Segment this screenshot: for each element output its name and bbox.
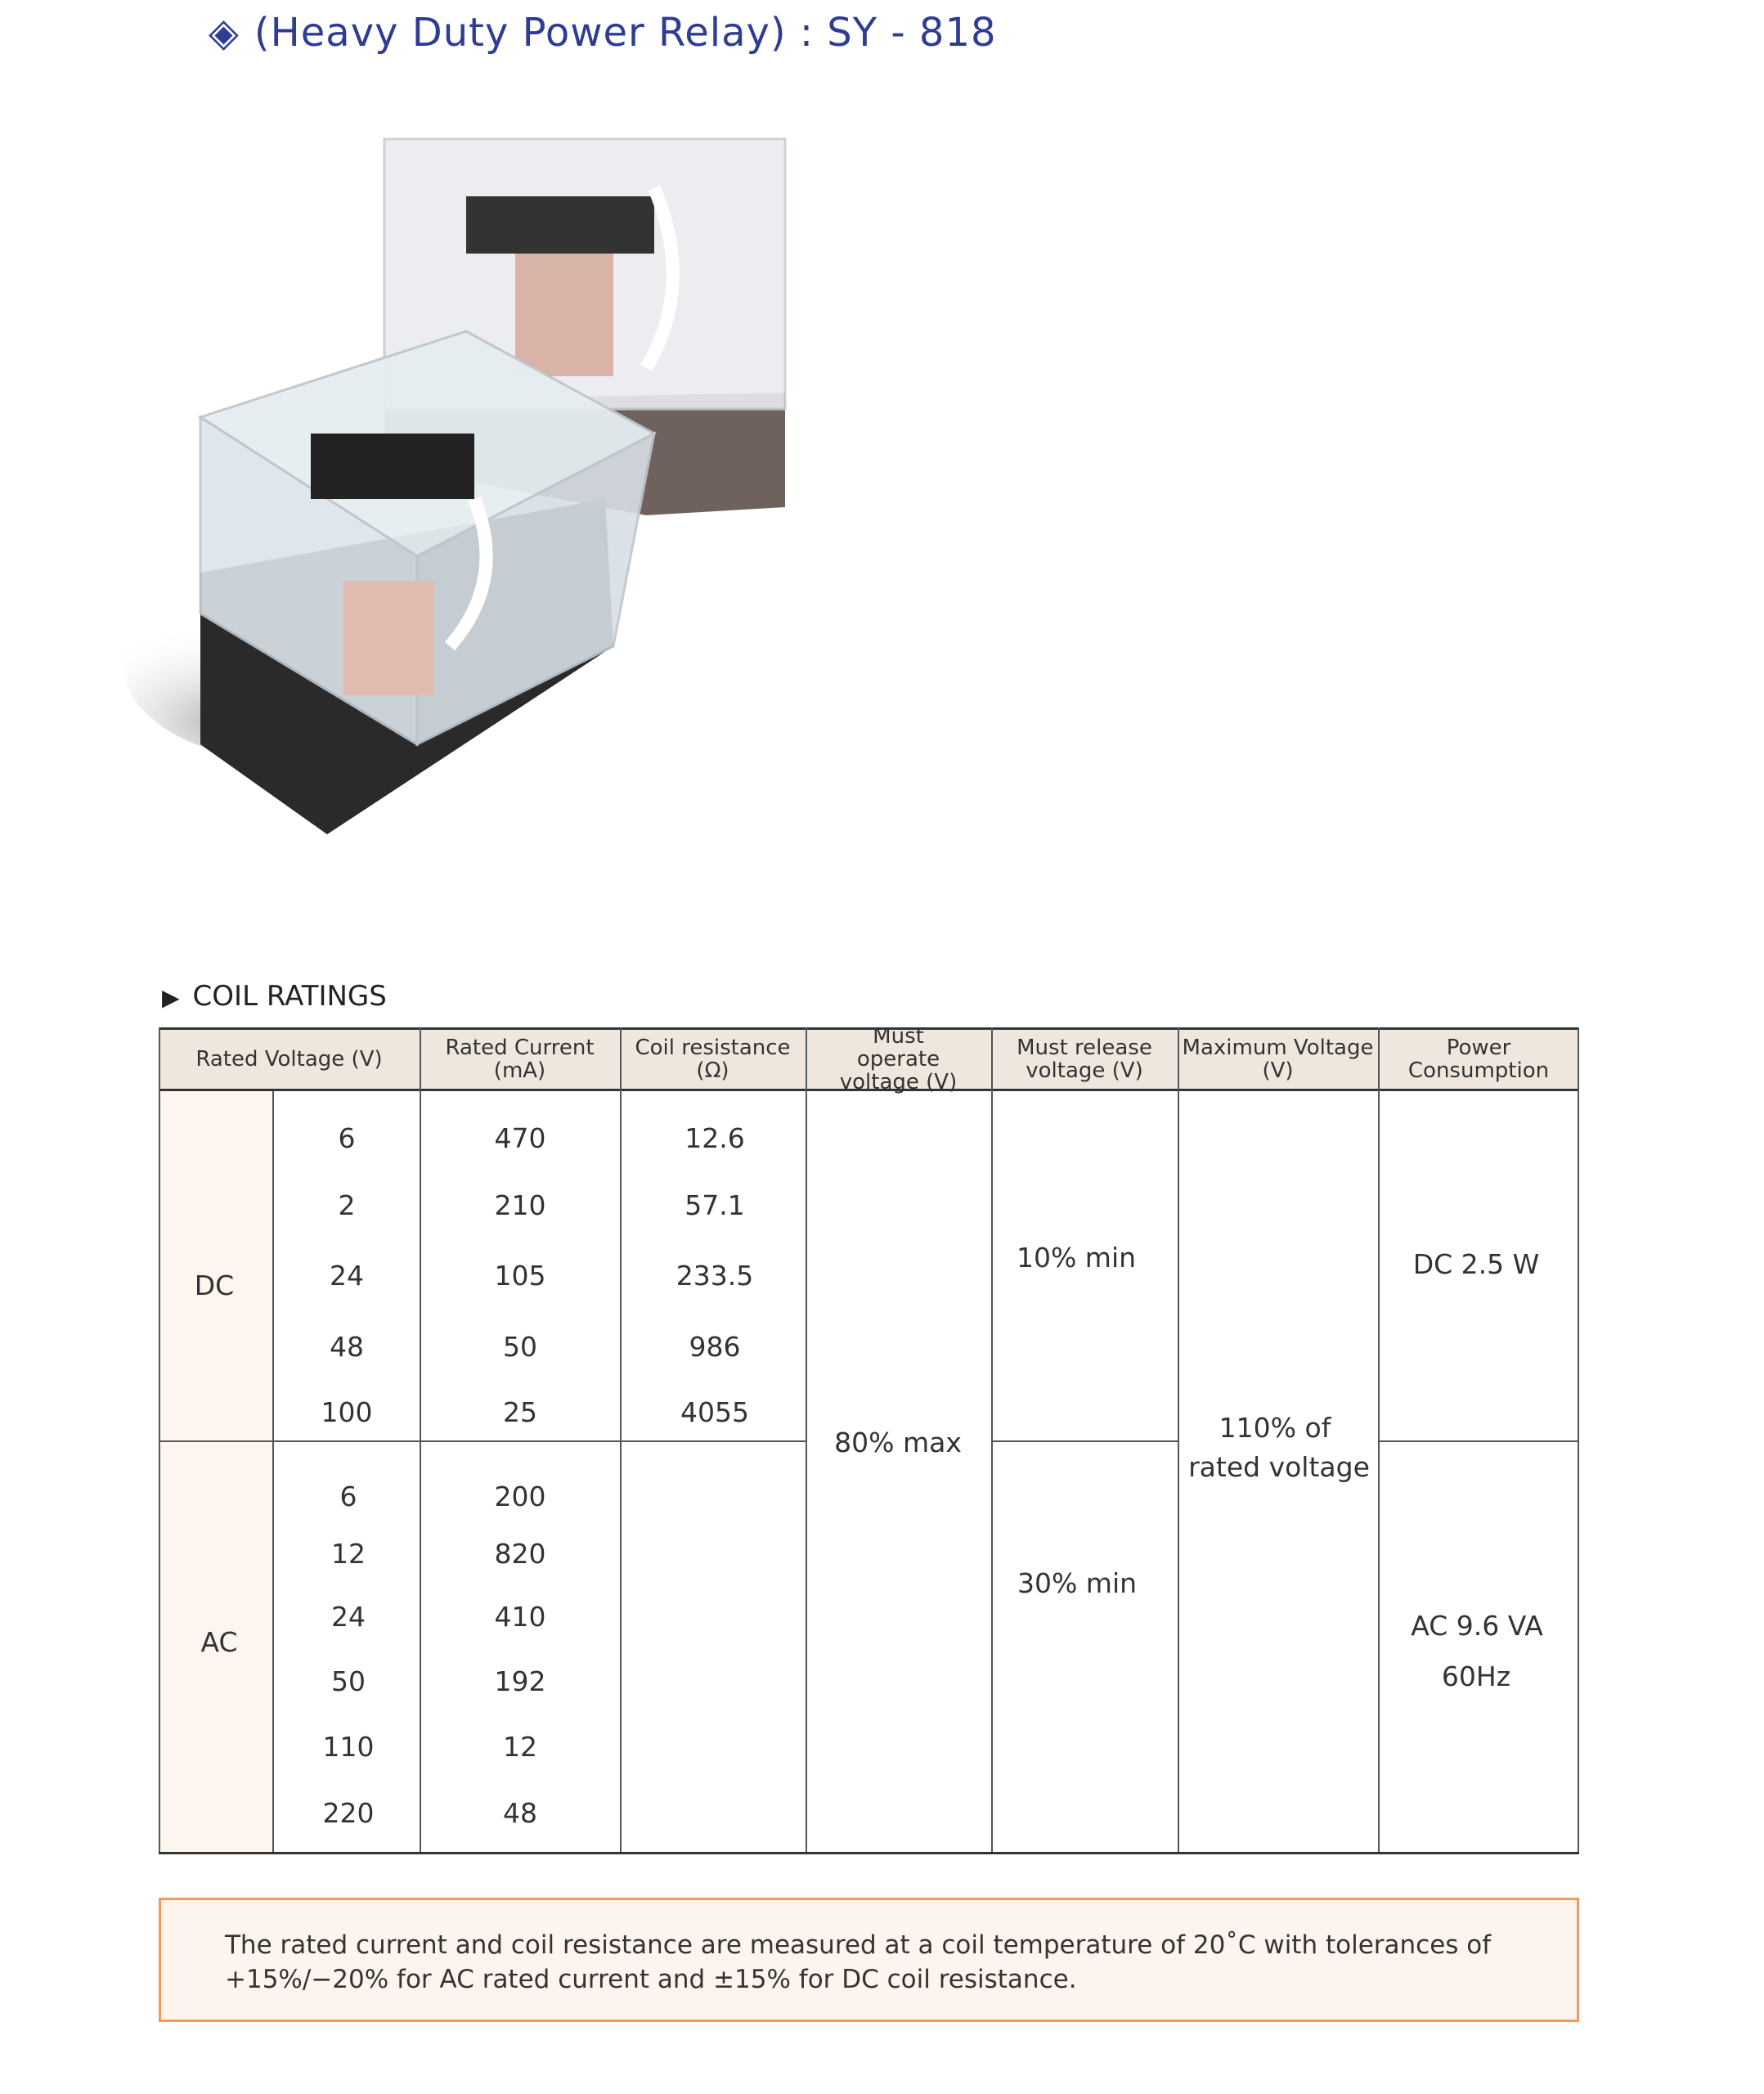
max-voltage-line1: 110% of bbox=[1219, 1412, 1331, 1444]
dc-release-value: 10% min bbox=[1016, 1242, 1137, 1274]
ac-voltage-cell: 50 bbox=[331, 1665, 366, 1697]
ac-current-cell: 192 bbox=[494, 1665, 546, 1697]
dc-current-cell: 470 bbox=[494, 1122, 546, 1154]
dc-voltage-cell: 6 bbox=[338, 1122, 356, 1154]
ac-current-cell: 410 bbox=[494, 1601, 546, 1633]
dc-resistance-cell: 12.6 bbox=[685, 1122, 745, 1154]
dc-voltage-cell: 24 bbox=[330, 1260, 364, 1292]
ac-voltage-cell: 24 bbox=[331, 1601, 366, 1633]
max-voltage-line2: rated voltage bbox=[1188, 1451, 1370, 1483]
dc-voltage-cell: 48 bbox=[330, 1331, 364, 1363]
dc-resistance-cell: 57.1 bbox=[685, 1189, 745, 1221]
dc-label: DC bbox=[194, 1269, 235, 1301]
dc-group-cell bbox=[159, 1091, 272, 1441]
dc-power-value: DC 2.5 W bbox=[1412, 1248, 1540, 1280]
header-power: Power Consumption bbox=[1378, 1027, 1579, 1091]
ac-current-cell: 48 bbox=[503, 1797, 537, 1829]
page-title bbox=[209, 10, 997, 56]
ac-voltage-cell: 6 bbox=[339, 1481, 357, 1512]
coil-ratings-table bbox=[159, 1024, 1579, 1854]
header-must-operate: Must operate voltage (V) bbox=[806, 1027, 991, 1091]
diamond-icon: ◈ bbox=[209, 10, 240, 56]
section-heading bbox=[162, 980, 387, 1013]
ac-voltage-cell: 220 bbox=[322, 1797, 375, 1829]
dc-resistance-cell: 233.5 bbox=[676, 1260, 754, 1292]
header-coil-resistance: Coil resistance (Ω) bbox=[620, 1027, 806, 1091]
tolerance-note: The rated current and coil resistance are measured at a coil temperature of 20˚C with tolerances of +15%/−20% for AC rated current and ±15% for DC coil resistance. bbox=[159, 1898, 1579, 2022]
section-title: COIL RATINGS bbox=[192, 980, 387, 1013]
ac-voltage-cell: 12 bbox=[331, 1538, 366, 1570]
ac-current-cell: 820 bbox=[494, 1538, 546, 1570]
ac-release-value: 30% min bbox=[1017, 1567, 1138, 1599]
dc-current-cell: 50 bbox=[503, 1331, 537, 1363]
dc-current-cell: 105 bbox=[494, 1260, 546, 1292]
triangle-right-icon: ▶ bbox=[162, 984, 180, 1011]
relay-product-photo bbox=[123, 123, 801, 843]
header-rated-voltage: Rated Voltage (V) bbox=[159, 1027, 420, 1091]
dc-voltage-cell: 2 bbox=[338, 1189, 356, 1221]
ac-current-cell: 200 bbox=[494, 1481, 546, 1512]
title-text: (Heavy Duty Power Relay) : SY - 818 bbox=[254, 10, 997, 56]
dc-current-cell: 210 bbox=[494, 1189, 546, 1221]
ac-power-line1: AC 9.6 VA bbox=[1411, 1610, 1543, 1642]
dc-resistance-cell: 4055 bbox=[680, 1396, 749, 1428]
ac-voltage-cell: 110 bbox=[322, 1731, 375, 1763]
must-operate-value: 80% max bbox=[834, 1427, 962, 1458]
ac-label: AC bbox=[200, 1626, 238, 1658]
ac-current-cell: 12 bbox=[503, 1731, 537, 1763]
header-rated-current: Rated Current (mA) bbox=[420, 1027, 620, 1091]
header-max-voltage: Maximum Voltage (V) bbox=[1178, 1027, 1378, 1091]
dc-resistance-cell: 986 bbox=[689, 1331, 741, 1363]
ac-power-line2: 60Hz bbox=[1441, 1660, 1511, 1692]
dc-current-cell: 25 bbox=[503, 1396, 537, 1428]
dc-voltage-cell: 100 bbox=[321, 1396, 373, 1428]
header-must-release: Must release voltage (V) bbox=[991, 1027, 1178, 1091]
